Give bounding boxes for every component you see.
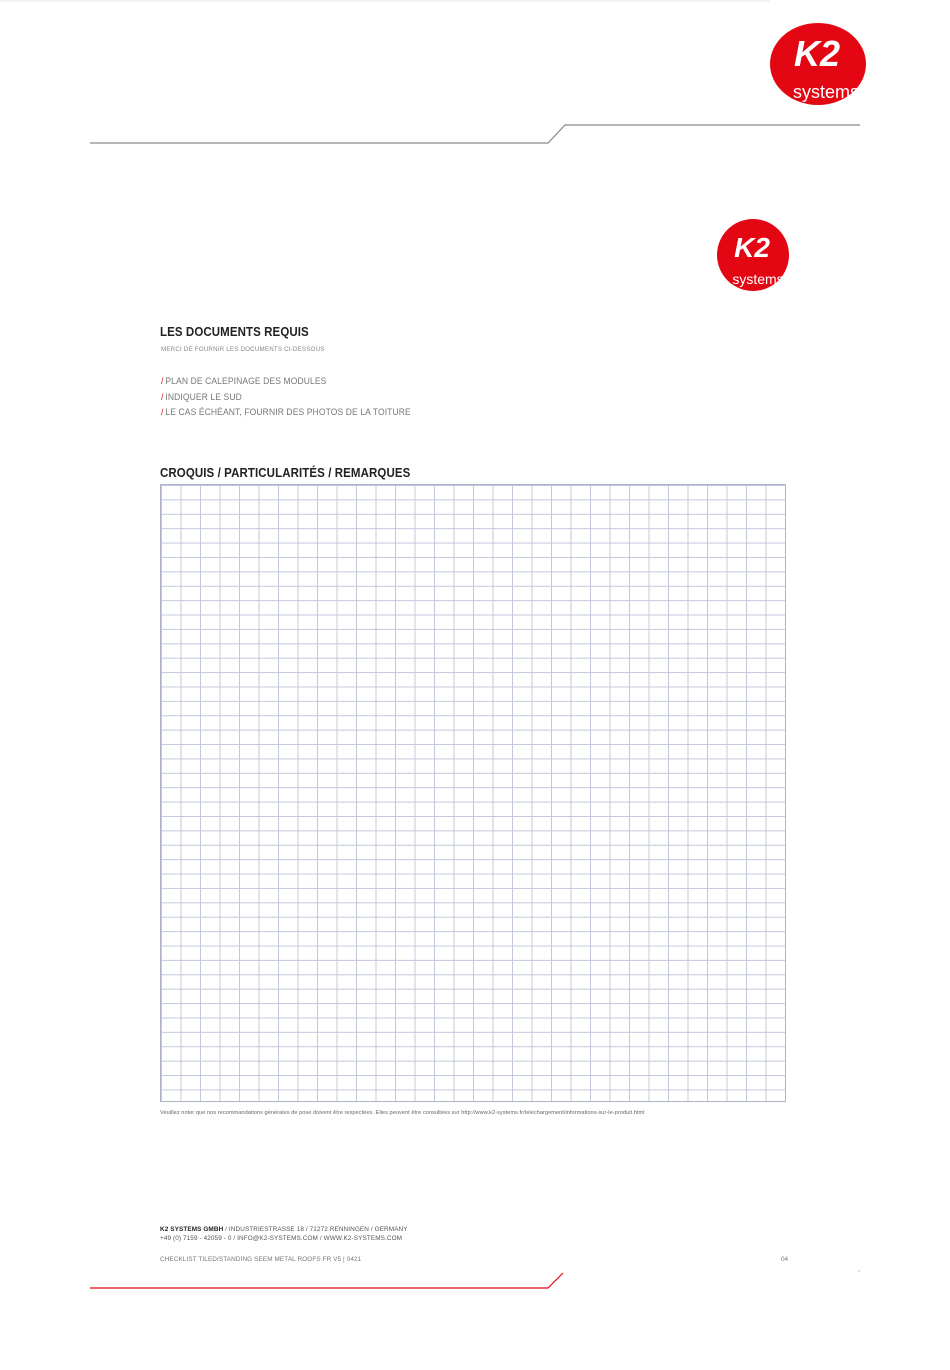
list-item-text: PLAN DE CALEPINAGE DES MODULES [165, 376, 327, 386]
footer-doc-id: CHECKLIST TILED/STANDING SEEM METAL ROOFS FR V5 | 0421 [160, 1256, 362, 1263]
footer-company: K2 SYSTEMS GMBH [160, 1226, 224, 1233]
bullet-slash: / [161, 391, 164, 402]
page-number: 04 [781, 1256, 789, 1263]
footer-address-text: / INDUSTRIESTRASSE 18 / 71272 RENNINGEN / GERMANY [223, 1226, 408, 1233]
page-divider [0, 0, 770, 2]
footer-contact: +49 (0) 7159 - 42059 - 0 / INFO@K2-SYSTEMS.COM / WWW.K2-SYSTEMS.COM [160, 1235, 403, 1242]
sketch-grid[interactable] [160, 484, 786, 1102]
bullet-slash: / [161, 376, 164, 386]
list-item [161, 374, 411, 390]
documents-subtitle: MERCI DE FOURNIR LES DOCUMENTS CI-DESSOUS [161, 346, 325, 353]
k2-logo-header [769, 22, 867, 106]
logo-tagline: systems [792, 82, 860, 102]
footer-rule [90, 1270, 860, 1292]
k2-logo-inner [716, 218, 791, 292]
inner-logo-brand: K2 [734, 232, 770, 263]
list-item-text: LE CAS ÉCHÉANT, FOURNIR DES PHOTOS DE LA TOITURE [165, 407, 411, 417]
documents-list [161, 374, 424, 421]
logo-brand: K2 [793, 33, 841, 74]
footer-address [160, 1226, 408, 1233]
installation-note: Veuillez noter que nos recommandations générales de pose doivent être respectées. Elles peuvent être consultées sur http://www.k2-systems.fr/telechargement/informations-sur-le-produit.html [160, 1110, 645, 1116]
inner-logo-tagline: systems [732, 271, 784, 287]
list-item [161, 390, 411, 406]
header-rule [90, 122, 860, 148]
documents-title: LES DOCUMENTS REQUIS [160, 325, 309, 339]
bullet-slash: / [161, 407, 164, 417]
list-item [161, 405, 411, 421]
sketch-title: CROQUIS / PARTICULARITÉS / REMARQUES [160, 466, 411, 480]
list-item-text: INDIQUER LE SUD [165, 391, 242, 402]
